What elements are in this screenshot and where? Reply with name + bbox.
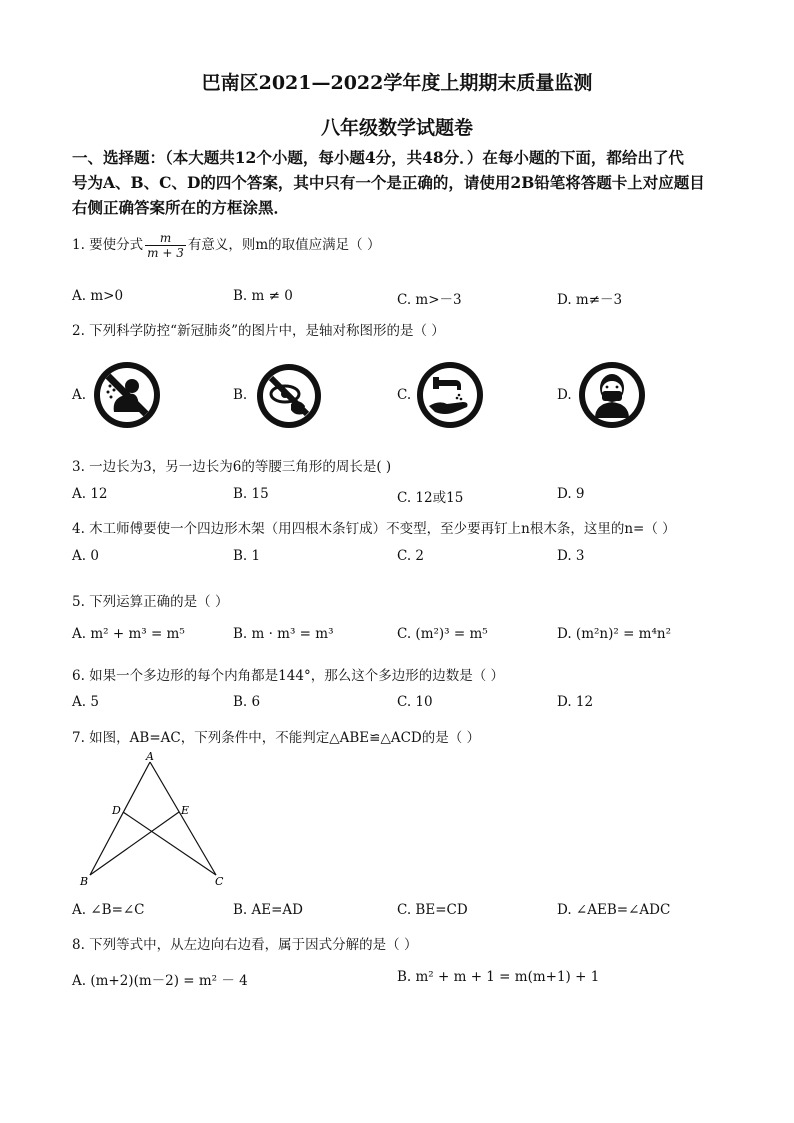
q7-option-a: A. ∠B=∠C	[72, 902, 145, 918]
question-7: 7. 如图，AB=AC，下列条件中，不能判定△ABE≌△ACD的是（ ）	[72, 730, 481, 746]
q2-option-a-label: A.	[72, 387, 87, 403]
question-3: 3. 一边长为3，另一边长为6的等腰三角形的周长是( )	[72, 459, 392, 475]
section-instruction-line3: 右侧正确答案所在的方框涂黑．	[72, 198, 290, 217]
q2-option-c-label: C.	[397, 387, 412, 403]
q1-option-b: B. m ≠ 0	[233, 288, 293, 304]
q6-option-b: B. 6	[233, 694, 261, 710]
q3-option-d: D. 9	[557, 486, 585, 502]
label-a: A	[146, 750, 154, 763]
q1-option-a: A. m>0	[72, 288, 124, 304]
hand-washing-icon	[415, 360, 485, 434]
q4-option-d: D. 3	[557, 548, 585, 564]
page-title: 巴南区2021—2022学年度上期期末质量监测	[201, 72, 593, 94]
segment-ab	[90, 762, 150, 875]
triangle-figure	[72, 748, 242, 897]
question-1-prefix: 1. 要使分式	[72, 237, 144, 253]
q5-option-a: A. m² + m³ = m⁵	[72, 626, 185, 642]
q5-option-c: C. (m²)³ = m⁵	[397, 626, 488, 642]
question-6: 6. 如果一个多边形的每个内角都是144°，那么这个多边形的边数是（ ）	[72, 668, 504, 684]
q4-option-c: C. 2	[397, 548, 425, 564]
q6-option-d: D. 12	[557, 694, 594, 710]
q7-option-c: C. BE=CD	[397, 902, 468, 918]
segment-ac	[150, 762, 216, 875]
q6-option-c: C. 10	[397, 694, 433, 710]
question-1-suffix: 有意义，则m的取值应满足（ ）	[187, 237, 381, 253]
section-instruction-line1: 一、选择题：（本大题共12个小题，每小题4分，共48分．）在每小题的下面，都给出了代	[72, 148, 684, 167]
page-subtitle: 八年级数学试题卷	[320, 117, 473, 139]
question-4: 4. 木工师傅要使一个四边形木架（用四根木条钉成）不变型，至少要再钉上n根木条，这里的n=（ ）	[72, 521, 676, 537]
section-instruction-line2: 号为A、B、C、D的四个答案，其中只有一个是正确的，请使用2B铅笔将答题卡上对应题目	[72, 173, 705, 192]
q7-option-b: B. AE=AD	[233, 902, 303, 918]
question-1	[72, 231, 380, 260]
no-touching-eyes-icon	[255, 362, 323, 434]
label-b: B	[80, 875, 89, 888]
question-5: 5. 下列运算正确的是（ ）	[72, 594, 229, 610]
q6-option-a: A. 5	[72, 694, 99, 710]
q4-option-a: A. 0	[72, 548, 99, 564]
q5-option-d: D. (m²n)² = m⁴n²	[557, 626, 671, 642]
q3-option-c: C. 12或15	[397, 490, 464, 506]
q7-option-d: D. ∠AEB=∠ADC	[557, 902, 671, 918]
wear-mask-icon	[577, 360, 647, 434]
q2-option-b-label: B.	[233, 387, 248, 403]
q8-option-a: A. (m+2)(m－2) = m² － 4	[72, 973, 248, 989]
question-2: 2. 下列科学防控“新冠肺炎”的图片中，是轴对称图形的是（ ）	[72, 323, 445, 339]
q3-option-b: B. 15	[233, 486, 269, 502]
segment-cd	[123, 812, 216, 875]
q2-option-d-label: D.	[557, 387, 572, 403]
label-d: D	[112, 804, 121, 817]
label-e: E	[181, 804, 190, 817]
segment-be	[90, 812, 179, 875]
q1-option-c: C. m>－3	[397, 292, 462, 308]
fraction-numerator: m	[145, 231, 186, 246]
q8-option-b: B. m² + m + 1 = m(m+1) + 1	[397, 969, 600, 985]
q3-option-a: A. 12	[72, 486, 108, 502]
q5-option-b: B. m · m³ = m³	[233, 626, 334, 642]
question-1-fraction	[145, 231, 186, 260]
label-c: C	[215, 875, 224, 888]
q1-option-d: D. m≠－3	[557, 292, 623, 308]
fraction-denominator: m + 3	[147, 246, 184, 260]
q4-option-b: B. 1	[233, 548, 261, 564]
no-spraying-icon	[92, 360, 162, 434]
question-8: 8. 下列等式中，从左边向右边看，属于因式分解的是（ ）	[72, 937, 418, 953]
